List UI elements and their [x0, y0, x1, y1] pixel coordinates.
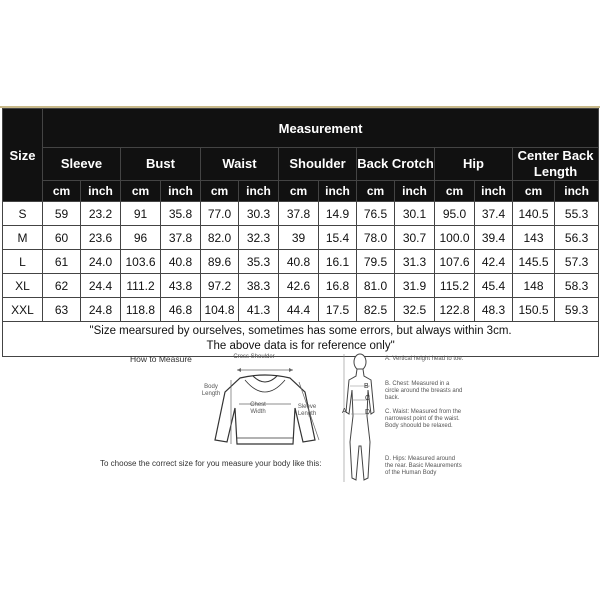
col-header-hip: Hip: [435, 148, 513, 181]
col-header-center-back-length: Center Back Length: [513, 148, 599, 181]
sleeve-length-label: Sleeve Length: [297, 404, 317, 417]
value-cell: 82.5: [357, 298, 395, 322]
value-cell: 14.9: [319, 202, 357, 226]
value-cell: 57.3: [555, 250, 599, 274]
col-header-sleeve: Sleeve: [43, 148, 121, 181]
value-cell: 24.8: [81, 298, 121, 322]
value-cell: 24.4: [81, 274, 121, 298]
value-cell: 30.3: [239, 202, 279, 226]
point-c-marker: C: [365, 395, 371, 402]
col-header-bust: Bust: [121, 148, 201, 181]
choose-size-instructions: To choose the correct size for you measure your body like this:: [100, 459, 322, 468]
value-cell: 24.0: [81, 250, 121, 274]
value-cell: 31.3: [395, 250, 435, 274]
value-cell: 62: [43, 274, 81, 298]
size-header: Size: [3, 109, 43, 202]
unit-header-cm: cm: [43, 181, 81, 202]
value-cell: 91: [121, 202, 161, 226]
table-row: [3, 250, 599, 274]
unit-header-inch: inch: [81, 181, 121, 202]
value-cell: 40.8: [279, 250, 319, 274]
value-cell: 37.8: [161, 226, 201, 250]
point-a-marker: A: [342, 408, 347, 415]
unit-header-inch: inch: [239, 181, 279, 202]
cross-shoulder-label: Cross Shoulder: [233, 354, 275, 360]
value-cell: 32.3: [239, 226, 279, 250]
value-cell: 96: [121, 226, 161, 250]
value-cell: 118.8: [121, 298, 161, 322]
value-cell: 42.6: [279, 274, 319, 298]
value-cell: 45.4: [475, 274, 513, 298]
chest-width-label: Chest Width: [250, 402, 266, 415]
table-row: [3, 202, 599, 226]
col-header-back-crotch: Back Crotch: [357, 148, 435, 181]
value-cell: 44.4: [279, 298, 319, 322]
size-cell: M: [3, 226, 43, 250]
value-cell: 103.6: [121, 250, 161, 274]
unit-header-inch: inch: [161, 181, 201, 202]
value-cell: 46.8: [161, 298, 201, 322]
size-cell: L: [3, 250, 43, 274]
value-cell: 37.4: [475, 202, 513, 226]
value-cell: 111.2: [121, 274, 161, 298]
unit-header-cm: cm: [357, 181, 395, 202]
value-cell: 143: [513, 226, 555, 250]
value-cell: 17.5: [319, 298, 357, 322]
value-cell: 122.8: [435, 298, 475, 322]
point-b-marker: B: [364, 383, 369, 390]
value-cell: 61: [43, 250, 81, 274]
value-cell: 48.3: [475, 298, 513, 322]
how-to-measure-title: How to Measure: [130, 354, 192, 364]
unit-header-cm: cm: [121, 181, 161, 202]
value-cell: 150.5: [513, 298, 555, 322]
value-cell: 77.0: [201, 202, 239, 226]
value-cell: 55.3: [555, 202, 599, 226]
value-cell: 58.3: [555, 274, 599, 298]
unit-header-inch: inch: [319, 181, 357, 202]
value-cell: 63: [43, 298, 81, 322]
unit-header-cm: cm: [435, 181, 475, 202]
table-row: [3, 298, 599, 322]
value-cell: 41.3: [239, 298, 279, 322]
value-cell: 16.8: [319, 274, 357, 298]
value-cell: 60: [43, 226, 81, 250]
value-cell: 76.5: [357, 202, 395, 226]
value-cell: 59.3: [555, 298, 599, 322]
value-cell: 97.2: [201, 274, 239, 298]
size-chart-table: [2, 108, 599, 357]
value-cell: 115.2: [435, 274, 475, 298]
value-cell: 78.0: [357, 226, 395, 250]
value-cell: 82.0: [201, 226, 239, 250]
value-cell: 56.3: [555, 226, 599, 250]
value-cell: 107.6: [435, 250, 475, 274]
size-cell: S: [3, 202, 43, 226]
unit-header-cm: cm: [201, 181, 239, 202]
value-cell: 42.4: [475, 250, 513, 274]
value-cell: 95.0: [435, 202, 475, 226]
value-cell: 30.1: [395, 202, 435, 226]
value-cell: 23.6: [81, 226, 121, 250]
value-cell: 32.5: [395, 298, 435, 322]
note-point-c: C. Waist: Measured from the narrowest point of the waist. Body shoould be relaxed.: [385, 409, 462, 429]
note-point-d: D. Hips: Measured around the rear. Basic Meaurements of the Human Body: [385, 456, 462, 476]
size-cell: XL: [3, 274, 43, 298]
value-cell: 35.3: [239, 250, 279, 274]
value-cell: 35.8: [161, 202, 201, 226]
point-d-marker: D: [365, 409, 371, 416]
unit-header-inch: inch: [475, 181, 513, 202]
value-cell: 38.3: [239, 274, 279, 298]
value-cell: 31.9: [395, 274, 435, 298]
body-length-label: Body Length: [201, 384, 221, 397]
value-cell: 43.8: [161, 274, 201, 298]
value-cell: 23.2: [81, 202, 121, 226]
value-cell: 148: [513, 274, 555, 298]
value-cell: 37.8: [279, 202, 319, 226]
table-row: [3, 226, 599, 250]
unit-header-inch: inch: [555, 181, 599, 202]
value-cell: 40.8: [161, 250, 201, 274]
reference-note-line-1: "Size mearsured by ourselves, sometimes has some errors, but always within 3cm.: [89, 325, 512, 337]
value-cell: 79.5: [357, 250, 395, 274]
value-cell: 81.0: [357, 274, 395, 298]
value-cell: 16.1: [319, 250, 357, 274]
value-cell: 100.0: [435, 226, 475, 250]
value-cell: 59: [43, 202, 81, 226]
value-cell: 39: [279, 226, 319, 250]
measurement-header: Measurement: [43, 109, 599, 148]
note-point-b: B. Chest: Measured in a circle around the breasts and back.: [385, 381, 463, 401]
unit-header-inch: inch: [395, 181, 435, 202]
col-header-shoulder: Shoulder: [279, 148, 357, 181]
value-cell: 30.7: [395, 226, 435, 250]
table-row: [3, 274, 599, 298]
unit-header-cm: cm: [513, 181, 555, 202]
value-cell: 140.5: [513, 202, 555, 226]
value-cell: 145.5: [513, 250, 555, 274]
reference-note: [3, 322, 599, 357]
size-cell: XXL: [3, 298, 43, 322]
col-header-waist: Waist: [201, 148, 279, 181]
reference-note-line-2: The above data is for reference only": [206, 340, 395, 352]
value-cell: 15.4: [319, 226, 357, 250]
value-cell: 104.8: [201, 298, 239, 322]
value-cell: 89.6: [201, 250, 239, 274]
unit-header-cm: cm: [279, 181, 319, 202]
body-figure-diagram: [340, 350, 380, 490]
note-point-a: A. Vertical height head to toe.: [385, 356, 464, 362]
value-cell: 39.4: [475, 226, 513, 250]
